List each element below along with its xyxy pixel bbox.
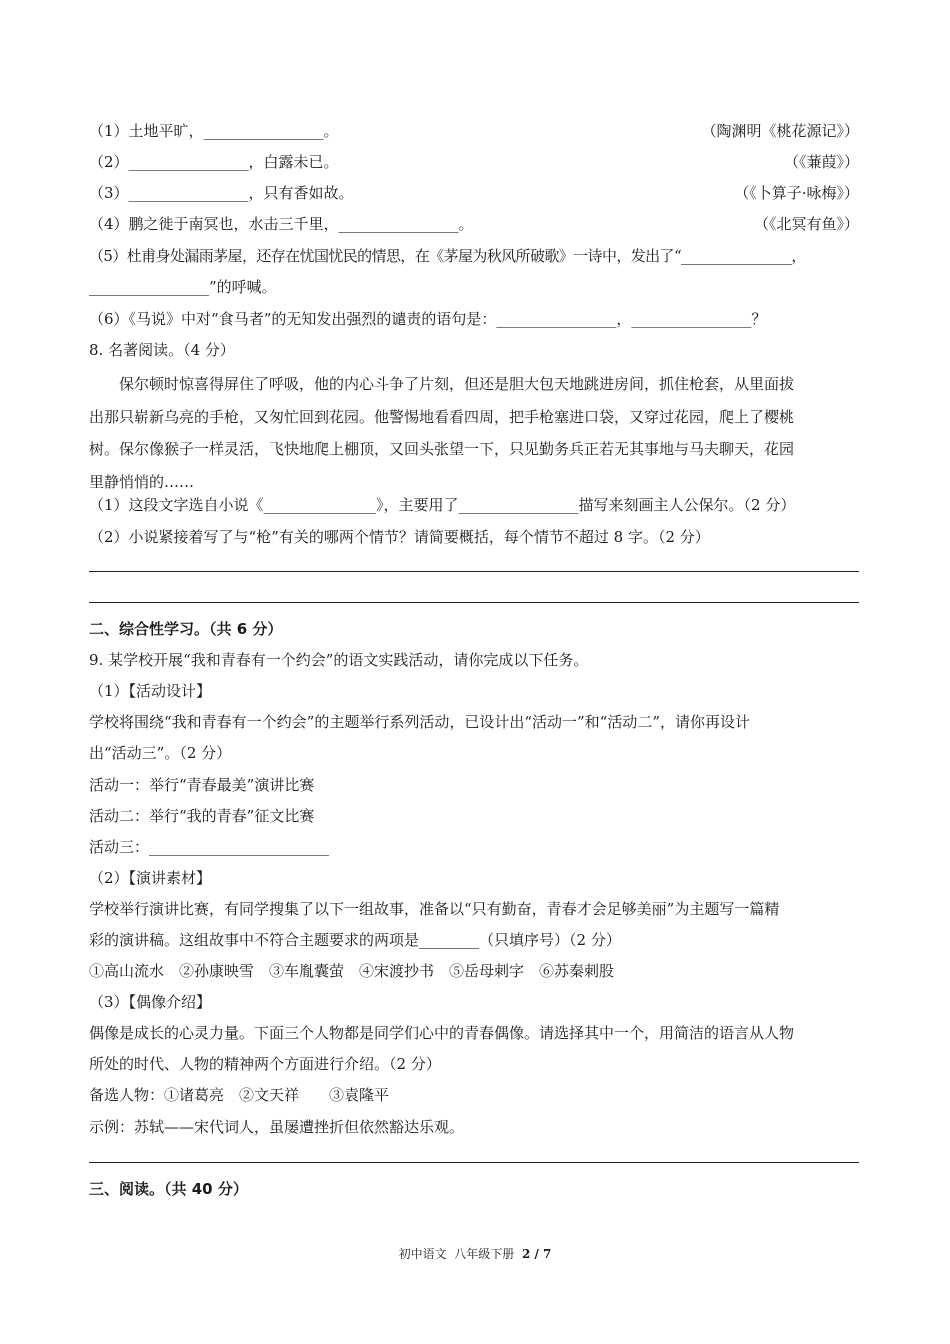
q7-item-4-text: （4）鹏之徙于南冥也，水击三千里，________________。 [89,215,474,233]
activity-3: 活动三：________________________ [89,838,330,856]
q8-sub-question-1: （1）这段文字选自小说《_______________》，主要用了________________描写来刻画主人公保尔。（2 分） [89,496,796,514]
story-options: ①高山流水 ②孙康映雪 ③车胤囊萤 ④宋渡抄书 ⑤岳母刺字 ⑥苏秦刺股 [89,962,615,980]
q8-passage-line-4: 里静悄悄的…… [89,473,195,491]
q8-passage-line-1: 保尔顿时惊喜得屏住了呼吸，他的内心斗争了片刻，但还是胆大包天地跳进房间，抓住枪套，从里面拔 [119,375,795,393]
q7-item-2-source: （《蒹葭》） [783,153,859,171]
q9-part-2-desc-1: 学校举行演讲比赛，有同学搜集了以下一组故事，准备以“只有勤奋，青春才会足够美丽”为主题写一篇精 [89,900,780,918]
q9-part-3-desc-2: 所处的时代、人物的精神两个方面进行介绍。（2 分） [89,1055,441,1073]
q9-part-3-desc-1: 偶像是成长的心灵力量。下面三个人物都是同学们心中的青春偶像。请选择其中一个，用简洁的语言从人物 [89,1024,795,1042]
q8-passage-line-2: 出那只崭新乌亮的手枪，又匆忙回到花园。他警惕地看看四周，把手枪塞进口袋，又穿过花园，爬上了樱桃 [89,408,795,426]
answer-line [89,571,859,572]
q8-sub-question-2: （2）小说紧接着写了与“枪”有关的哪两个情节？请简要概括，每个情节不超过 8 字。（2 分） [89,528,710,546]
answer-line [89,602,859,603]
page-footer [0,1245,950,1263]
q9-part-1-desc-2: 出“活动三”。（2 分） [89,744,232,762]
q7-item-1-text: （1）土地平旷，________________。 [89,122,339,140]
q8-passage-line-3: 树。保尔像猴子一样灵活，飞快地爬上棚顶，又回头张望一下，只见勤务兵正若无其事地与马夫聊天，花园 [89,440,795,458]
q7-item-3-source: （《卜算子·咏梅》） [734,184,859,202]
q7-item-1-source: （陶渊明《桃花源记》） [701,122,859,140]
section-3-heading: 三、阅读。（共 40 分） [89,1180,248,1198]
q7-item-5-line-1: （5）杜甫身处漏雨茅屋，还存在忧国忧民的情思，在《茅屋为秋风所破歌》一诗中，发出了“________________， [89,247,806,265]
q9-part-2-desc-2: 彩的演讲稿。这组故事中不符合主题要求的两项是________（只填序号）（2 分） [89,931,621,949]
q7-item-3 [89,182,859,204]
q7-item-6: （6）《马说》中对“食马者”的无知发出强烈的谴责的语句是：________________，________________？ [89,310,767,328]
q7-item-4 [89,213,859,235]
q9-part-2-title: （2）【演讲素材】 [89,869,212,887]
q7-item-5-line-2: ________________”的呼喊。 [89,278,277,296]
q7-item-3-text: （3）________________，只有香如故。 [89,184,354,202]
q9-part-1-title: （1）【活动设计】 [89,682,212,700]
q9-part-1-desc-1: 学校将围绕“我和青春有一个约会”的主题举行系列活动，已设计出“活动一”和“活动二”，请你再设计 [89,713,751,731]
footer-subject: 初中语文 [398,1247,447,1261]
q7-item-2 [89,151,859,173]
q7-item-4-source: （《北冥有鱼》） [753,215,859,233]
footer-grade: 八年级下册 [454,1247,515,1261]
activity-1: 活动一：举行“青春最美”演讲比赛 [89,776,315,794]
page-number: 2 / 7 [521,1247,552,1261]
candidate-list: 备选人物：①诸葛亮 ②文天祥 ③袁隆平 [89,1086,390,1104]
q7-item-2-text: （2）________________，白露未已。 [89,153,339,171]
section-2-heading: 二、综合性学习。（共 6 分） [89,620,283,638]
q9-prompt: 9. 某学校开展“我和青春有一个约会”的语文实践活动，请你完成以下任务。 [89,651,589,669]
q9-part-3-title: （3）【偶像介绍】 [89,993,212,1011]
answer-line [89,1162,859,1163]
activity-2: 活动二：举行“我的青春”征文比赛 [89,807,315,825]
q8-heading: 8. 名著阅读。（4 分） [89,341,235,359]
q7-item-1 [89,120,859,142]
example-answer: 示例：苏轼——宋代词人，虽屡遭挫折但依然豁达乐观。 [89,1118,465,1136]
